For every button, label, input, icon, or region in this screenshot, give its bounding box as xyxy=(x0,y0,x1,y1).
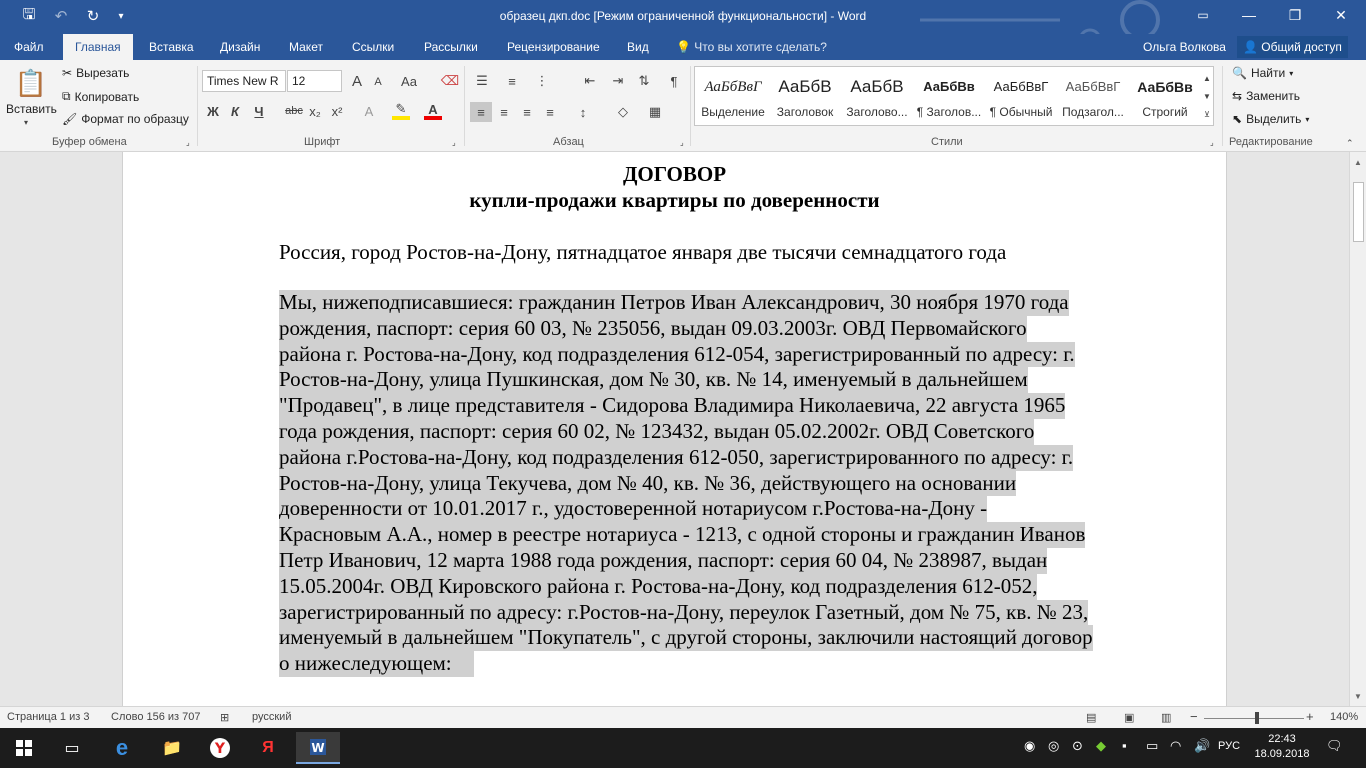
find-button[interactable]: 🔍 Найти ▾ xyxy=(1232,66,1294,80)
place-date-line: Россия, город Ростов-на-Дону, пятнадцатое января две тысячи семнадцатого года xyxy=(279,240,1007,264)
align-left-icon[interactable]: ≡ xyxy=(470,102,492,122)
cut-button[interactable]: ✂ Вырезать xyxy=(62,66,130,80)
title-bar xyxy=(0,0,1366,34)
tab-design[interactable]: Дизайн xyxy=(220,40,261,54)
text-line: района г.Ростова-на-Дону, код подразделения 612-050, зарегистрированного по адресу: г. xyxy=(279,444,1074,469)
zoom-slider[interactable] xyxy=(1204,718,1304,719)
superscript-button[interactable]: x² xyxy=(331,103,343,119)
clear-formatting-icon[interactable]: ⌫ xyxy=(440,73,460,88)
gallery-up-icon[interactable]: ▲ xyxy=(1203,73,1211,83)
borders-icon[interactable]: ▦ xyxy=(648,104,662,119)
text-line: района г. Ростова-на-Дону, код подразделения 612-054, зарегистрированный по адресу: г. xyxy=(279,341,1075,366)
person-icon: 👤 xyxy=(1243,40,1258,54)
chevron-down-icon: ▾ xyxy=(1305,114,1310,124)
chevron-down-icon[interactable]: ▾ xyxy=(24,118,29,127)
tab-layout[interactable]: Макет xyxy=(289,40,323,54)
collapse-ribbon-icon[interactable]: ⌃ xyxy=(1346,138,1354,148)
redo-icon[interactable]: ↻ xyxy=(86,8,100,25)
share-button[interactable]: 👤 Общий доступ xyxy=(1237,36,1348,58)
edge-icon[interactable]: e xyxy=(115,735,129,760)
text-line: доверенности от 10.01.2017 г., удостоверенной нотариусом г.Ростова-на-Дону - xyxy=(279,496,988,521)
tray-app-icon[interactable]: ◎ xyxy=(1048,738,1060,753)
text-line: 15.05.2004г. ОВД Кировского района г. Ростова-на-Дону, код подразделения 612-052, xyxy=(279,573,1038,598)
select-button[interactable]: ⬉ Выделить ▾ xyxy=(1232,112,1310,126)
word-count[interactable]: Слово 156 из 707 xyxy=(111,711,201,723)
proofing-icon[interactable]: ⊞ xyxy=(220,712,230,724)
styles-gallery xyxy=(694,66,1214,126)
strikethrough-button[interactable]: abc xyxy=(285,105,303,117)
print-layout-icon[interactable]: ▣ xyxy=(1124,712,1135,724)
gallery-down-icon[interactable]: ▼ xyxy=(1203,91,1211,101)
tab-file[interactable]: Файл xyxy=(14,40,44,54)
style-subtitle[interactable]: АаБбВвГ Подзагол... xyxy=(1062,79,1124,119)
font-color-icon[interactable]: A xyxy=(424,102,442,120)
sort-icon[interactable]: ⇅ xyxy=(638,73,650,88)
ribbon-home xyxy=(0,60,1366,152)
paste-icon[interactable]: 📋 xyxy=(14,67,48,98)
user-name[interactable]: Ольга Волкова xyxy=(1143,40,1226,54)
dialog-launcher-icon[interactable]: ⌟ xyxy=(1210,138,1214,147)
input-language[interactable]: РУС xyxy=(1218,740,1241,752)
vertical-scrollbar[interactable] xyxy=(1349,152,1366,706)
page-count[interactable]: Страница 1 из 3 xyxy=(7,711,90,723)
taskbar xyxy=(0,728,1366,768)
ribbon-display-options-icon[interactable]: ▭ xyxy=(1197,8,1209,22)
dialog-launcher-icon[interactable]: ⌟ xyxy=(186,138,190,147)
tray-app-icon[interactable]: ⊙ xyxy=(1072,738,1083,753)
clipboard-group-label: Буфер обмена xyxy=(52,136,127,148)
paragraph-group-label: Абзац xyxy=(553,136,584,148)
text-line: Мы, нижеподписавшиеся: гражданин Петров Иван Александрович, 30 ноября 1970 года xyxy=(279,290,1069,314)
text-line: Петр Иванович, 12 марта 1988 года рождения, паспорт: серия 60 04, № 238987, выдан xyxy=(279,547,1048,572)
paste-button[interactable]: Вставить xyxy=(6,102,57,116)
change-case-icon[interactable]: Aa xyxy=(401,73,417,89)
search-icon: 🔍 xyxy=(1232,66,1247,80)
battery-icon[interactable]: ▭ xyxy=(1146,738,1159,753)
tab-insert[interactable]: Вставка xyxy=(149,40,194,54)
style-strong[interactable]: АаБбВв Строгий xyxy=(1137,79,1193,119)
gallery-more-icon[interactable]: ⊻ xyxy=(1204,109,1210,119)
document-title: ДОГОВОР xyxy=(622,162,727,186)
scroll-down-icon[interactable]: ▼ xyxy=(1354,691,1362,701)
web-layout-icon[interactable]: ▥ xyxy=(1161,712,1172,724)
copy-icon: ⧉ xyxy=(62,89,71,103)
svg-text:W: W xyxy=(311,741,325,755)
underline-button[interactable]: Ч xyxy=(254,103,264,119)
cursor-icon: ⬉ xyxy=(1232,112,1243,126)
dialog-launcher-icon[interactable]: ⌟ xyxy=(452,138,456,147)
font-group-label: Шрифт xyxy=(304,136,341,148)
clock-time: 22:43 xyxy=(1268,733,1296,745)
save-icon[interactable]: 🖫 xyxy=(22,5,36,23)
text-line: зарегистрированный по адресу: г.Ростов-на-Дону, переулок Газетный, дом № 75, кв. № 23, xyxy=(279,599,1089,624)
tab-view[interactable]: Вид xyxy=(627,40,649,54)
subscript-button[interactable]: x₂ xyxy=(309,103,321,119)
align-center-icon[interactable]: ≡ xyxy=(500,104,508,120)
shrink-font-icon[interactable]: A xyxy=(374,76,382,88)
replace-icon: ⇆ xyxy=(1232,89,1243,103)
nvidia-icon[interactable]: ◆ xyxy=(1096,738,1106,753)
scroll-up-icon[interactable]: ▲ xyxy=(1354,157,1362,167)
decrease-indent-icon[interactable]: ⇤ xyxy=(584,73,596,88)
dialog-launcher-icon[interactable]: ⌟ xyxy=(680,138,684,147)
grow-font-icon[interactable]: A xyxy=(351,72,362,90)
ribbon-tabs xyxy=(0,34,1366,60)
text-line: Красновым А.А., номер в реестре нотариуса - 1213, с одной стороны и гражданин Иванов xyxy=(279,522,1086,547)
styles-group-label: Стили xyxy=(931,136,963,148)
minimize-button[interactable]: — xyxy=(1242,7,1256,23)
file-explorer-icon[interactable]: 📁 xyxy=(162,740,182,757)
text-line: Ростов-на-Дону, улица Текучева, дом № 40, кв. № 36, действующего на основании xyxy=(279,470,1017,495)
text-line: о нижеследующем: xyxy=(279,651,474,677)
read-mode-icon[interactable]: ▤ xyxy=(1086,712,1097,724)
word-taskbar-icon[interactable] xyxy=(296,732,340,764)
svg-text:Y: Y xyxy=(214,741,226,757)
brush-icon: 🖌 xyxy=(62,112,78,126)
task-view-icon[interactable]: ▭ xyxy=(64,740,80,757)
window-title: образец дкп.doc [Режим ограниченной функциональности] - Word xyxy=(499,9,867,23)
bold-button[interactable]: Ж xyxy=(207,103,219,119)
shading-icon[interactable]: ◇ xyxy=(618,104,628,119)
clock[interactable] xyxy=(1254,732,1310,762)
multilevel-list-icon[interactable]: ⋮ xyxy=(535,73,549,88)
status-bar xyxy=(0,706,1366,728)
style-heading[interactable]: АаБбВ Заголово... xyxy=(846,77,908,119)
align-right-icon[interactable]: ≡ xyxy=(523,104,531,120)
document-subtitle: купли-продажи квартиры по доверенности xyxy=(469,188,880,212)
tab-home[interactable]: Главная xyxy=(63,34,133,60)
windows-start-icon[interactable] xyxy=(2,732,46,764)
text-line: Ростов-на-Дону, улица Пушкинская, дом № 30, кв. № 14, именуемый в дальнейшем xyxy=(279,367,1028,392)
numbering-icon[interactable]: ≡ xyxy=(508,73,516,89)
style-emphasis[interactable]: АаБбВвГ Выделение xyxy=(697,67,769,125)
wifi-icon[interactable]: ◠ xyxy=(1170,738,1182,753)
style-heading-para[interactable]: АаБбВв ¶ Заголов... xyxy=(916,79,982,119)
line-spacing-icon[interactable]: ↕ xyxy=(579,104,587,120)
yandex-browser-icon[interactable] xyxy=(198,732,242,764)
copy-button[interactable]: ⧉ Копировать xyxy=(62,89,140,104)
text-line: года рождения, паспорт: серия 60 02, № 123432, выдан 05.02.2002г. ОВД Советского xyxy=(279,418,1035,443)
lightbulb-icon: 💡 xyxy=(676,40,691,54)
tab-mailings[interactable]: Рассылки xyxy=(424,40,478,54)
font-size-input[interactable]: 12 xyxy=(287,70,342,92)
tab-references[interactable]: Ссылки xyxy=(352,40,395,54)
text-line: рождения, паспорт: серия 60 03, № 235056, выдан 09.03.2003г. ОВД Первомайского xyxy=(279,315,1027,340)
clock-date: 18.09.2018 xyxy=(1254,748,1310,760)
divider xyxy=(197,66,198,146)
bullets-icon[interactable]: ☰ xyxy=(476,73,488,88)
document-area xyxy=(0,152,1349,706)
customize-quick-access-icon[interactable]: ▾ xyxy=(118,10,124,22)
scissors-icon: ✂ xyxy=(62,66,73,80)
undo-icon[interactable]: ↶ xyxy=(54,8,68,25)
text-effects-icon[interactable]: A xyxy=(364,103,374,119)
divider xyxy=(690,66,691,146)
close-button[interactable]: ✕ xyxy=(1335,6,1347,23)
editing-group-label: Редактирование xyxy=(1229,136,1313,148)
tray-app-icon[interactable]: ▪ xyxy=(1122,738,1127,753)
volume-icon[interactable]: 🔊 xyxy=(1194,738,1211,753)
divider xyxy=(464,66,465,146)
notifications-icon[interactable]: 🗨 xyxy=(1326,738,1343,753)
font-name-input[interactable]: Times New R xyxy=(202,70,286,92)
tab-review[interactable]: Рецензирование xyxy=(507,40,600,54)
zoom-in-icon[interactable]: + xyxy=(1306,709,1314,724)
style-title[interactable]: АаБбВ Заголовок xyxy=(776,77,834,119)
language-status[interactable]: русский xyxy=(252,711,292,723)
scroll-thumb[interactable] xyxy=(1353,182,1364,242)
replace-button[interactable]: ⇆ Заменить xyxy=(1232,89,1300,103)
tray-app-icon[interactable]: ◉ xyxy=(1024,738,1036,753)
tell-me-search[interactable]: 💡 Что вы хотите сделать? xyxy=(676,40,827,54)
restore-button[interactable]: ❐ xyxy=(1288,6,1302,23)
zoom-out-icon[interactable]: − xyxy=(1190,709,1198,724)
yandex-icon[interactable]: Я xyxy=(262,739,274,756)
text-line: именуемый в дальнейшем "Покупатель", с другой стороны, заключили настоящий договор xyxy=(279,625,1093,650)
text-line: "Продавец", в лице представителя - Сидорова Владимира Николаевича, 22 августа 1965 xyxy=(279,393,1066,418)
highlight-icon[interactable]: ✎ xyxy=(392,102,410,120)
show-marks-icon[interactable]: ¶ xyxy=(670,73,678,89)
increase-indent-icon[interactable]: ⇥ xyxy=(612,73,624,88)
chevron-down-icon: ▾ xyxy=(1289,68,1294,78)
italic-button[interactable]: К xyxy=(231,103,239,119)
document-page[interactable] xyxy=(122,152,1227,706)
justify-icon[interactable]: ≡ xyxy=(546,104,554,120)
zoom-level[interactable]: 140% xyxy=(1330,711,1359,723)
zoom-slider-thumb[interactable] xyxy=(1255,712,1259,724)
style-normal[interactable]: АаБбВвГ ¶ Обычный xyxy=(989,79,1053,119)
format-painter-button[interactable]: 🖌 Формат по образцу xyxy=(62,112,189,126)
divider xyxy=(1222,66,1223,146)
selected-paragraph[interactable] xyxy=(279,290,1159,677)
